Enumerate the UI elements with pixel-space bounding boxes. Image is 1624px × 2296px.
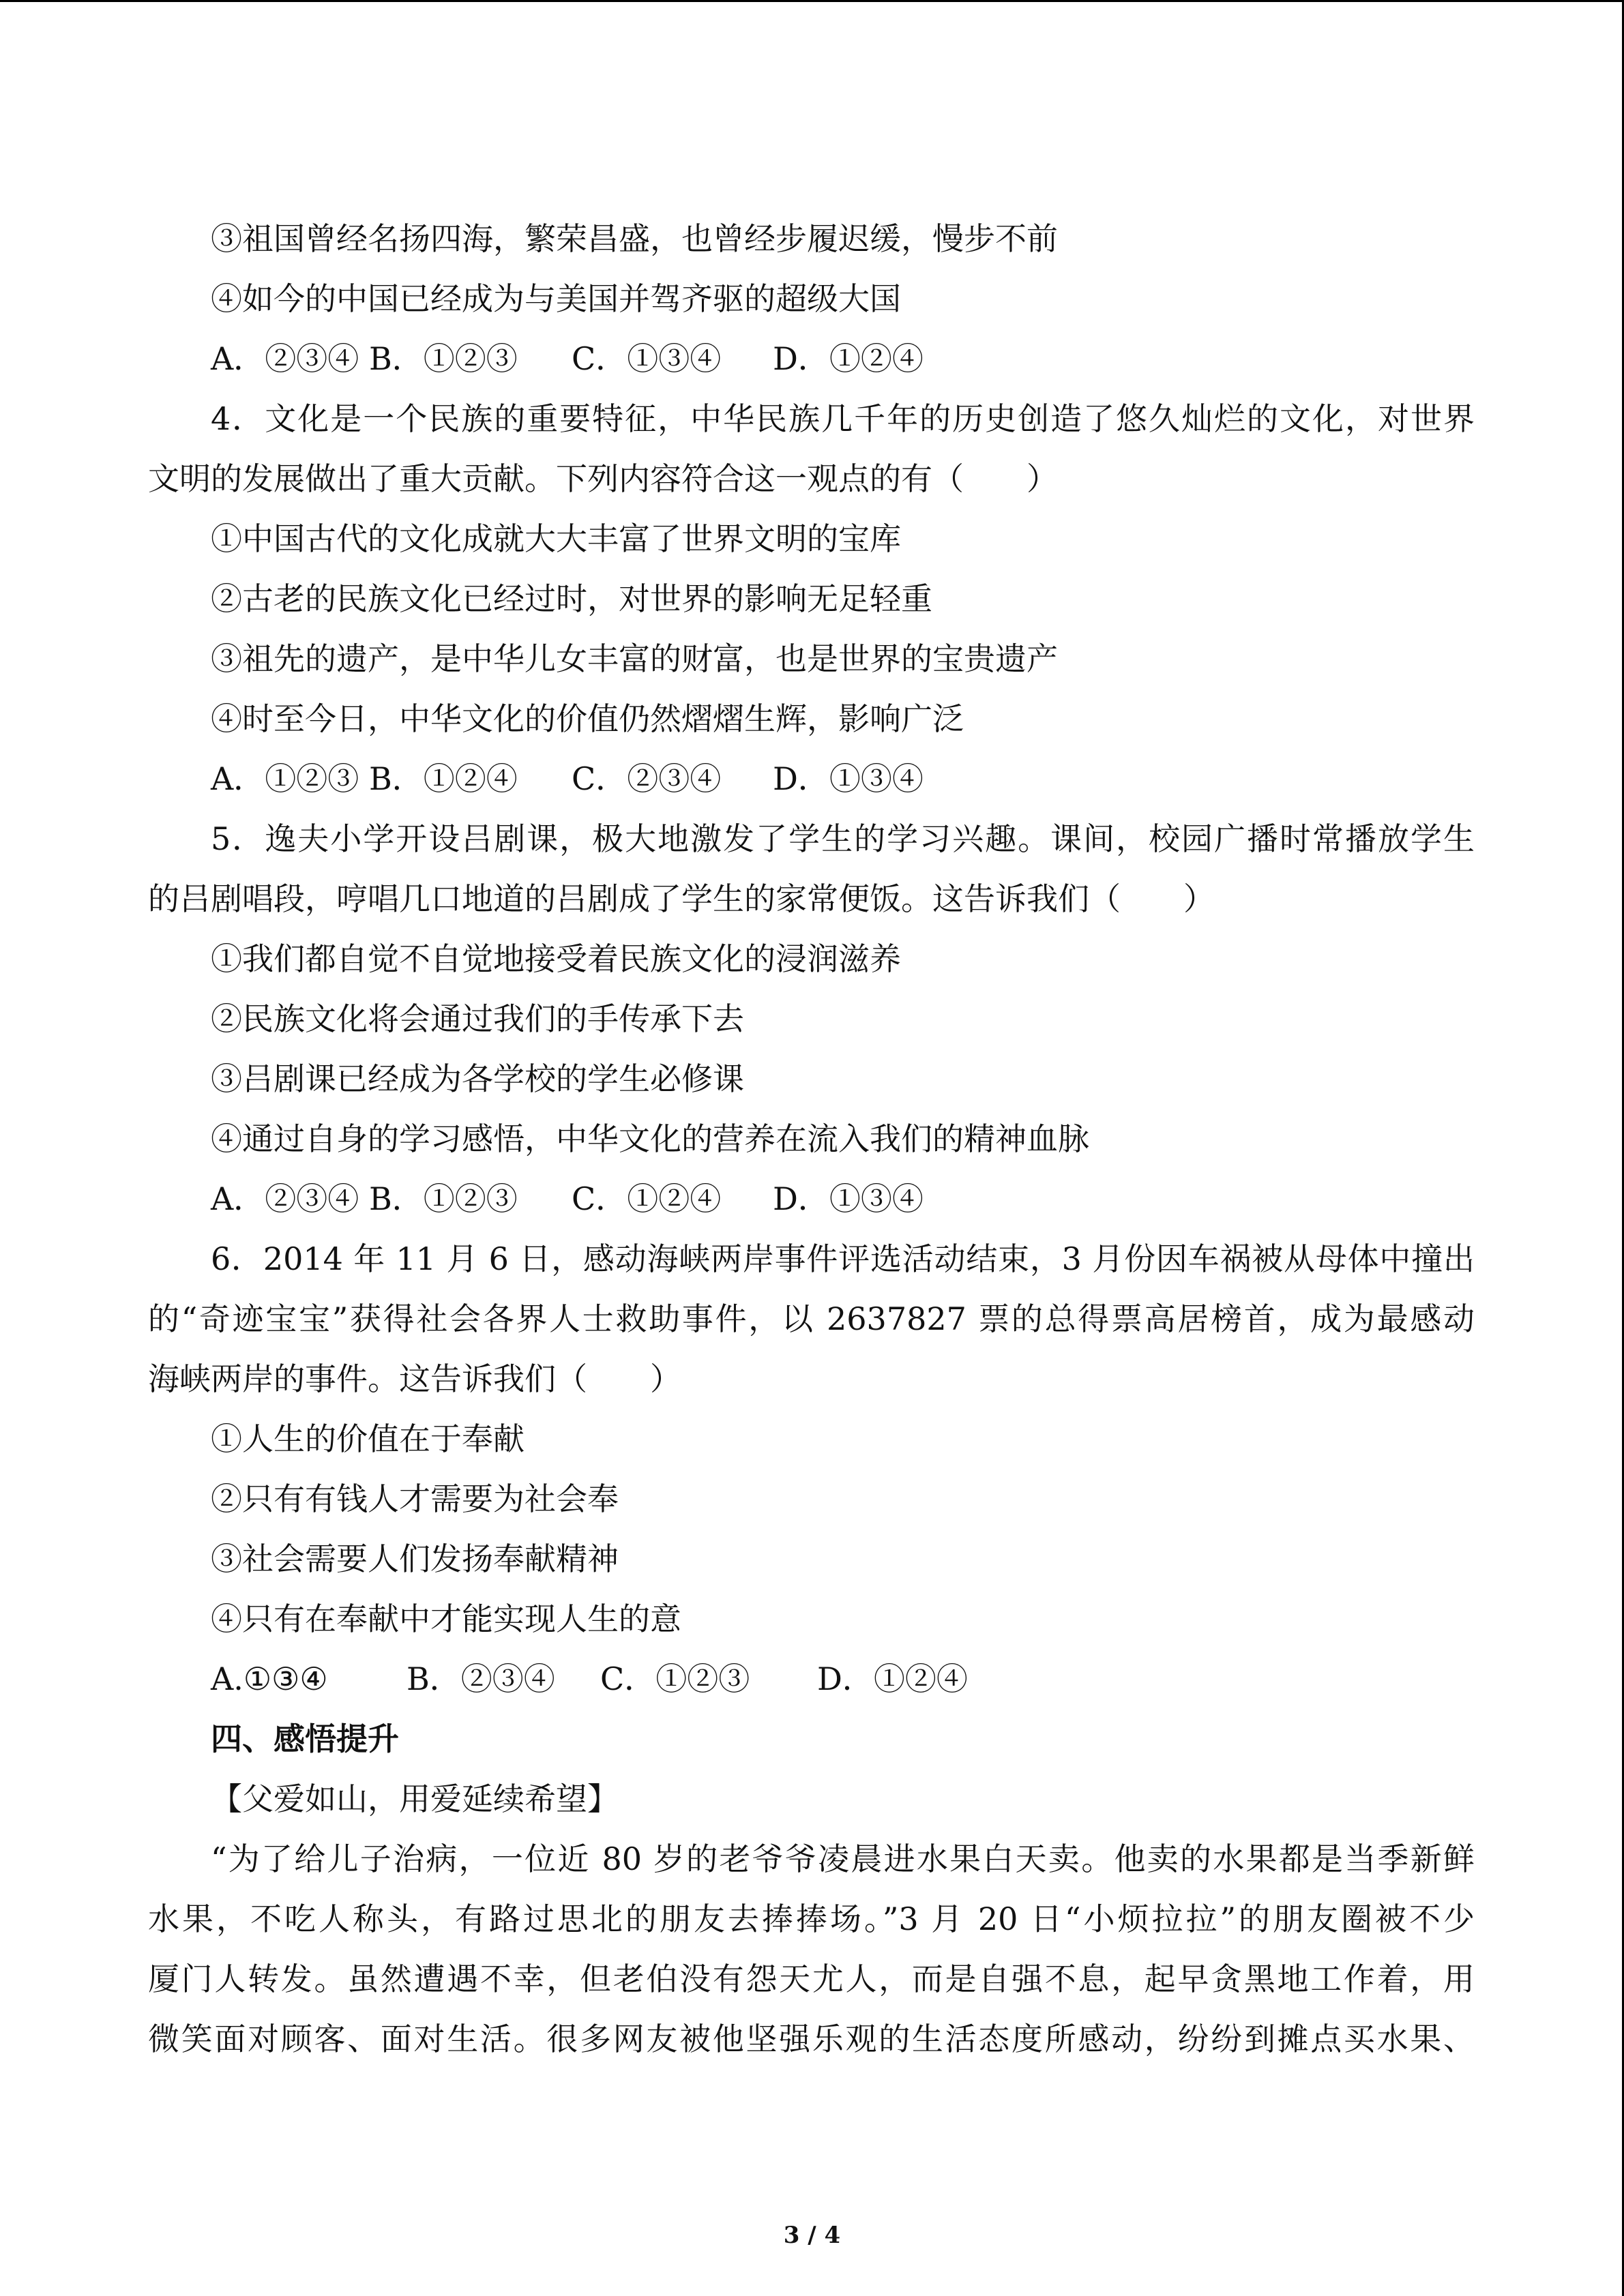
q4-item-3: ③祖先的遗产，是中华儿女丰富的财富，也是世界的宝贵遗产 xyxy=(211,640,1058,677)
q5-item-3: ③吕剧课已经成为各学校的学生必修课 xyxy=(211,1060,744,1097)
q4-stem-line-1: 4．文化是一个民族的重要特征，中华民族几千年的历史创造了悠久灿烂的文化，对世界 xyxy=(211,400,1475,437)
q6-option-a: A.①③④ xyxy=(211,1660,328,1697)
q6-option-c: C．①②③ xyxy=(600,1660,750,1697)
q6-item-2: ②只有有钱人才需要为社会奉 xyxy=(211,1480,619,1517)
q3-options xyxy=(148,329,1475,389)
q6-item-4: ④只有在奉献中才能实现人生的意 xyxy=(211,1600,681,1637)
q5-item-4: ④通过自身的学习感悟，中华文化的营养在流入我们的精神血脉 xyxy=(211,1120,1089,1157)
paragraph-line-1: “为了给儿子治病，一位近 80 岁的老爷爷凌晨进水果白天卖。他卖的水果都是当季新鲜 xyxy=(211,1840,1475,1877)
q5-option-d: D．①③④ xyxy=(773,1180,924,1217)
q4-item-1: ①中国古代的文化成就大大丰富了世界文明的宝库 xyxy=(211,520,901,557)
section-subheading: 【父爱如山，用爱延续希望】 xyxy=(211,1780,619,1817)
q4-option-d: D．①③④ xyxy=(773,760,924,797)
q4-option-c: C．②③④ xyxy=(572,760,722,797)
q6-stem-line-3: 海峡两岸的事件。这告诉我们（ ） xyxy=(148,1360,681,1397)
q4-option-b: B．①②④ xyxy=(369,760,518,797)
q5-stem-line-2: 的吕剧唱段，哼唱几口地道的吕剧成了学生的家常便饭。这告诉我们（ ） xyxy=(148,880,1215,917)
paragraph-line-3: 厦门人转发。虽然遭遇不幸，但老伯没有怨天尤人，而是自强不息，起早贪黑地工作着，用 xyxy=(148,1960,1475,1997)
question-3 xyxy=(148,209,1475,389)
section-heading: 四、感悟提升 xyxy=(211,1720,399,1757)
paragraph-line-2: 水果，不吃人称头，有路过思北的朋友去捧捧场。”3 月 20 日“小烦拉拉”的朋友圈被不少 xyxy=(148,1900,1475,1937)
q3-option-b: B．①②③ xyxy=(369,340,518,377)
q3-option-d: D．①②④ xyxy=(773,340,924,377)
q4-item-2: ②古老的民族文化已经过时，对世界的影响无足轻重 xyxy=(211,580,932,617)
q5-option-c: C．①②④ xyxy=(572,1180,722,1217)
q4-option-a: A．①②③ xyxy=(211,760,359,797)
question-6 xyxy=(148,1229,1475,1709)
paragraph-line-4: 微笑面对顾客、面对生活。很多网友被他坚强乐观的生活态度所感动，纷纷到摊点买水果、 xyxy=(148,2021,1475,2057)
q3-item-3: ③祖国曾经名扬四海，繁荣昌盛，也曾经步履迟缓，慢步不前 xyxy=(211,220,1058,257)
q3-option-a: A．②③④ xyxy=(211,340,359,377)
q5-option-b: B．①②③ xyxy=(369,1180,518,1217)
q4-options xyxy=(148,749,1475,809)
q6-option-b: B．②③④ xyxy=(407,1660,555,1697)
q5-item-2: ②民族文化将会通过我们的手传承下去 xyxy=(211,1000,744,1037)
page-number: 3 / 4 xyxy=(783,2222,841,2249)
question-5 xyxy=(148,809,1475,1229)
q6-item-1: ①人生的价值在于奉献 xyxy=(211,1420,525,1457)
q6-stem-line-1: 6．2014 年 11 月 6 日，感动海峡两岸事件评选活动结束，3 月份因车祸被从母体中撞出 xyxy=(211,1240,1475,1277)
q3-option-c: C．①③④ xyxy=(572,340,722,377)
q5-item-1: ①我们都自觉不自觉地接受着民族文化的浸润滋养 xyxy=(211,940,901,977)
q6-stem-line-2: 的“奇迹宝宝”获得社会各界人士救助事件，以 2637827 票的总得票高居榜首，成为最感动 xyxy=(148,1300,1475,1337)
q5-option-a: A．②③④ xyxy=(211,1180,359,1217)
q6-options xyxy=(148,1649,1475,1709)
q3-item-4: ④如今的中国已经成为与美国并驾齐驱的超级大国 xyxy=(211,280,901,317)
q6-option-d: D．①②④ xyxy=(817,1660,968,1697)
q5-options xyxy=(148,1169,1475,1229)
section-4 xyxy=(148,1709,1475,2069)
q4-stem-line-2: 文明的发展做出了重大贡献。下列内容符合这一观点的有（ ） xyxy=(148,460,1058,497)
q5-stem-line-1: 5．逸夫小学开设吕剧课，极大地激发了学生的学习兴趣。课间，校园广播时常播放学生 xyxy=(211,820,1475,857)
document-body xyxy=(148,209,1475,2069)
q4-item-4: ④时至今日，中华文化的价值仍然熠熠生辉，影响广泛 xyxy=(211,700,964,737)
q6-item-3: ③社会需要人们发扬奉献精神 xyxy=(211,1540,619,1577)
question-4 xyxy=(148,389,1475,809)
